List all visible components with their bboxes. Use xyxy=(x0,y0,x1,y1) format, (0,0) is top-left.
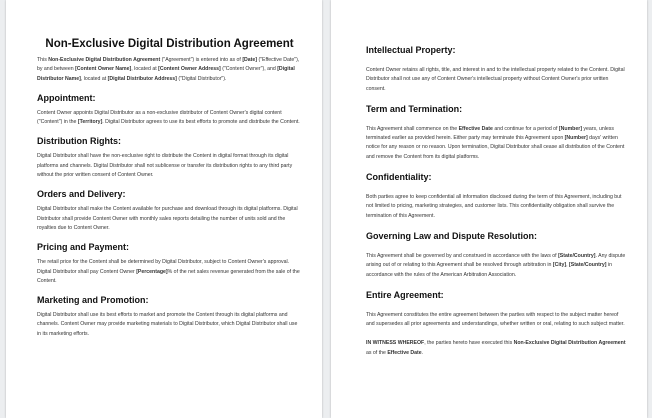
text-run: days' written notice for any reason or no reason. Upon termination, Digital Distributor shall cease all distribution of the Content and remove the Content from its digital platforms. xyxy=(366,135,625,160)
text-run: The retail price for the Content shall be determined by Digital Distributor, subject to Content Owner's approval. Digital Distributor shall pay Content Owner xyxy=(37,259,290,275)
text-run: This Agreement constitutes the entire agreement between the parties with respect to the subject matter hereof and supersedes all prior agreements and understandings, whether written or oral, relating to such subject matter. xyxy=(366,311,625,328)
bold-text-run: [Number] xyxy=(564,135,588,142)
section-heading-distribution-rights: Distribution Rights: xyxy=(37,136,121,147)
text-run: . Any dispute arising out of or relating to this Agreement shall be resolved through arbitration in xyxy=(366,252,626,269)
section-body-appointment xyxy=(37,109,302,128)
text-run: and continue for a period of xyxy=(492,125,559,132)
text-run: years, unless terminated earlier as provided herein. Either party may terminate this Agreement upon xyxy=(366,125,614,142)
document-title: Non-Exclusive Digital Distribution Agreement xyxy=(45,38,294,50)
bold-text-run: Non-Exclusive Digital Distribution Agreement xyxy=(48,57,161,63)
section-heading-entire-agreement: Entire Agreement: xyxy=(366,289,444,300)
text-run: ("Effective Date"), by and between xyxy=(37,57,300,73)
closing-witness-paragraph xyxy=(366,339,627,358)
text-run: This Agreement shall commence on the xyxy=(366,125,459,132)
text-run: ("Agreement") is entered into as of xyxy=(160,57,243,63)
section-body-entire-agreement xyxy=(366,311,627,330)
page-2-content xyxy=(331,0,647,368)
text-run: Content Owner retains all rights, title, and interest in and to the intellectual property related to the Content. Digital Distributor shall not use any of Content Owner's intellectual property without Content Owner's prior written consent. xyxy=(366,67,625,92)
text-run: % of the net sales revenue generated from the sale of the Content. xyxy=(37,268,300,284)
text-run: Digital Distributor shall make the Content available for purchase and download through its digital platforms. Digital Distributor shall provide Content Owner with monthly sales reports detailing the number of units sold and the royalties due to Content Owner. xyxy=(37,206,298,231)
text-run: Content Owner appoints Digital Distributor as a non-exclusive distributor of Content Owner's digital content ("Content") in the xyxy=(37,109,282,126)
text-run: ("Content Owner"), and xyxy=(220,66,278,73)
section-body-distribution-rights xyxy=(37,152,302,180)
bold-text-run: [Date] xyxy=(242,57,258,63)
text-run: , located at xyxy=(80,75,108,82)
text-run: as of the xyxy=(366,349,388,356)
bold-text-run: [Digital Distributor Name] xyxy=(37,66,295,82)
bold-text-run: Effective Date xyxy=(458,125,493,132)
text-run: This Agreement shall be governed by and construed in accordance with the laws of xyxy=(366,252,559,259)
bold-text-run: Non-Exclusive Digital Distribution Agreement xyxy=(513,340,626,347)
text-run: ("Digital Distributor"). xyxy=(176,75,227,82)
bold-text-run: IN WITNESS WHEREOF xyxy=(366,340,425,347)
text-run: . xyxy=(421,349,424,356)
bold-text-run: [State/Country] xyxy=(558,252,596,259)
text-run: . Digital Distributor agrees to use its best efforts to promote and distribute the Content. xyxy=(102,119,300,126)
section-heading-pricing-payment: Pricing and Payment: xyxy=(37,242,130,253)
text-run: Digital Distributor shall use its best efforts to market and promote the Content through its digital platforms and channels. Content Owner may provide marketing materials to Digital Distributor, which Digital Distributor shall use in its marketing efforts. xyxy=(37,312,298,337)
text-run: , xyxy=(566,262,570,269)
section-body-confidentiality xyxy=(366,193,627,221)
section-heading-appointment: Appointment: xyxy=(37,92,96,103)
bold-text-run: [Content Owner Address] xyxy=(158,66,221,73)
text-run: Both parties agree to keep confidential all information disclosed during the term of this Agreement, including but not limited to pricing, marketing strategies, and customer lists. This confidentiality obligation shall survive the termination of this Agreement. xyxy=(366,194,622,219)
bold-text-run: [Digital Distributor Address] xyxy=(107,75,177,82)
text-run: , the parties hereto have executed this xyxy=(424,340,514,347)
document-page-1 xyxy=(6,0,322,418)
bold-text-run: Effective Date xyxy=(387,349,422,356)
text-run: This xyxy=(37,57,49,63)
section-body-term-termination xyxy=(366,125,627,162)
section-heading-marketing-promotion: Marketing and Promotion: xyxy=(37,295,149,306)
section-body-intellectual-property xyxy=(366,66,627,94)
section-heading-orders-delivery: Orders and Delivery: xyxy=(37,189,126,200)
section-body-marketing-promotion xyxy=(37,311,302,339)
section-heading-term-termination: Term and Termination: xyxy=(366,103,463,114)
section-body-orders-delivery xyxy=(37,205,302,233)
bold-text-run: [Territory] xyxy=(77,119,103,126)
page-1-content xyxy=(6,0,322,348)
bold-text-run: [Percentage] xyxy=(136,268,168,275)
bold-text-run: [Number] xyxy=(558,125,582,132)
text-run: , located at xyxy=(131,66,159,73)
section-heading-intellectual-property: Intellectual Property: xyxy=(366,45,456,55)
bold-text-run: [State/Country] xyxy=(569,262,607,269)
intro-paragraph xyxy=(37,56,302,84)
section-body-governing-law xyxy=(366,252,627,280)
section-body-pricing-payment xyxy=(37,258,302,286)
document-page-2 xyxy=(331,0,647,418)
bold-text-run: [Content Owner Name] xyxy=(75,66,132,73)
section-heading-governing-law: Governing Law and Dispute Resolution: xyxy=(366,230,538,241)
bold-text-run: [City] xyxy=(552,262,567,269)
text-run: Digital Distributor shall have the non-exclusive right to distribute the Content in digital format through its digital platforms and channels. Digital Distributor shall not sublicense or transfer its distribution rights to any third party without the prior written consent of Content Owner. xyxy=(37,153,293,179)
section-heading-confidentiality: Confidentiality: xyxy=(366,172,432,183)
text-run: in accordance with the rules of the American Arbitration Association. xyxy=(366,262,612,278)
